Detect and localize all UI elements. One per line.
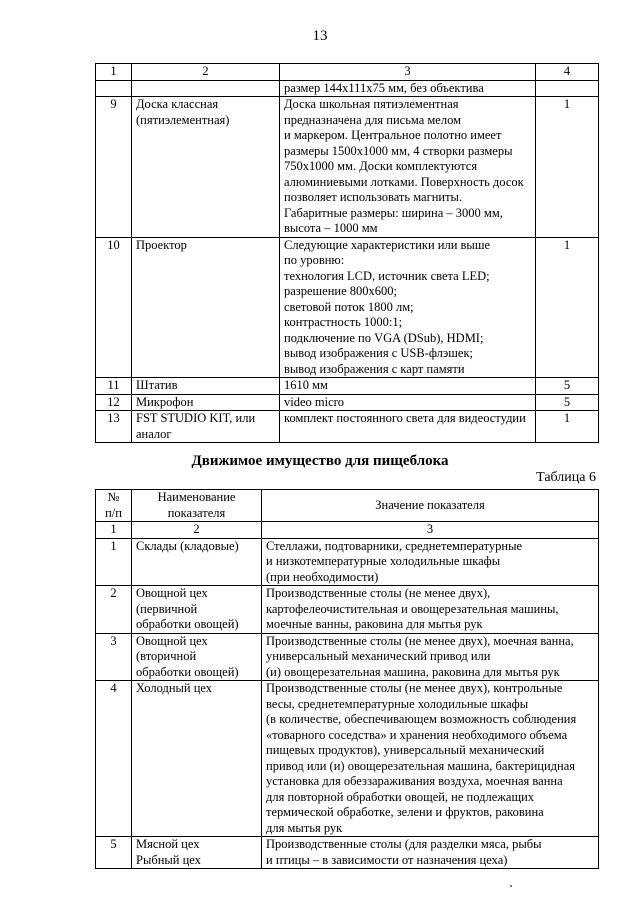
item-quantity: 5	[536, 394, 599, 411]
column-number-2: 2	[132, 522, 262, 539]
table-row	[96, 538, 599, 586]
item-description: Доска школьная пятиэлементная предназначена для письма мелом и маркером. Центральное полотно имеет размеры 1500х1000 мм, 4 створки размеры 750х1000 мм. Доски комплектуются алюминиевыми лотками. Поверхность досок позволяет использовать магниты. Габаритные размеры: ширина – 3000 мм, высота – 1000 мм	[280, 97, 536, 238]
indicator-name: Овощной цех (вторичной обработки овощей)	[132, 633, 262, 681]
row-number: 12	[96, 394, 132, 411]
column-header-value: Значение показателя	[262, 490, 599, 522]
column-number-1: 1	[96, 64, 132, 81]
item-quantity: 1	[536, 237, 599, 378]
row-number: 11	[96, 378, 132, 395]
indicator-value: Производственные столы (для разделки мяса, рыбы и птицы – в зависимости от назначения цеха)	[262, 837, 599, 869]
item-name: Проектор	[132, 237, 280, 378]
column-number-3: 3	[280, 64, 536, 81]
item-quantity	[536, 80, 599, 97]
column-number-4: 4	[536, 64, 599, 81]
table-row	[96, 837, 599, 869]
item-description: размер 144х111х75 мм, без объектива	[280, 80, 536, 97]
table-row	[96, 394, 599, 411]
item-quantity: 1	[536, 97, 599, 238]
section-title: Движимое имущество для пищеблока	[191, 453, 449, 469]
table-row	[96, 80, 599, 97]
kitchen-equipment-table	[95, 489, 599, 869]
item-quantity: 5	[536, 378, 599, 395]
item-name: Доска классная (пятиэлементная)	[132, 97, 280, 238]
item-description: video micro	[280, 394, 536, 411]
column-number-2: 2	[132, 64, 280, 81]
item-name: Микрофон	[132, 394, 280, 411]
item-name: Штатив	[132, 378, 280, 395]
row-number: 9	[96, 97, 132, 238]
table-row	[96, 681, 599, 837]
row-number: 5	[96, 837, 132, 869]
indicator-name: Овощной цех (первичной обработки овощей)	[132, 586, 262, 634]
scan-dot	[510, 885, 512, 887]
indicator-name: Холодный цех	[132, 681, 262, 837]
page-number: 13	[312, 28, 328, 44]
table-row	[96, 237, 599, 378]
indicator-name: Склады (кладовые)	[132, 538, 262, 586]
table-row	[96, 586, 599, 634]
row-number	[96, 80, 132, 97]
item-description: комплект постоянного света для видеостудии	[280, 411, 536, 443]
table-row	[96, 378, 599, 395]
item-name: FST STUDIO KIT, или аналог	[132, 411, 280, 443]
column-number-1: 1	[96, 522, 132, 539]
item-quantity: 1	[536, 411, 599, 443]
table-numbering-row	[96, 522, 599, 539]
table-header-row	[96, 490, 599, 522]
indicator-value: Производственные столы (не менее двух), моечная ванна, универсальный механический привод или (и) овощерезательная машина, раковина для мытья рук	[262, 633, 599, 681]
row-number: 1	[96, 538, 132, 586]
column-number-3: 3	[262, 522, 599, 539]
indicator-value: Стеллажи, подтоварники, среднетемпературные и низкотемпературные холодильные шкафы (при необходимости)	[262, 538, 599, 586]
row-number: 10	[96, 237, 132, 378]
row-number: 4	[96, 681, 132, 837]
table-row	[96, 633, 599, 681]
item-name	[132, 80, 280, 97]
column-header-number: № п/п	[96, 490, 132, 522]
column-header-name: Наименование показателя	[132, 490, 262, 522]
item-description: Следующие характеристики или выше по уровню: технология LCD, источник света LED; разрешение 800х600; световой поток 1800 лм; контрастность 1000:1; подключение по VGA (DSub), HDMI; вывод изображения с USB-флэшек; вывод изображения с карт памяти	[280, 237, 536, 378]
row-number: 3	[96, 633, 132, 681]
row-number: 13	[96, 411, 132, 443]
table-row	[96, 97, 599, 238]
table-header-row	[96, 64, 599, 81]
indicator-value: Производственные столы (не менее двух), картофелеочистительная и овощерезательная машины, моечные ванны, раковина для мытья рук	[262, 586, 599, 634]
indicator-value: Производственные столы (не менее двух), контрольные весы, среднетемпературные холодильные шкафы (в количестве, обеспечивающем возможность соблюдения «товарного соседства» и хранения необходимого объема пищевых продуктов), универсальный механический привод или (и) овощерезательная машина, бактерицидная установка для обеззараживания воздуха, моечная ванна для повторной обработки овощей, не подлежащих термической обработке, зелени и фруктов, раковина для мытья рук	[262, 681, 599, 837]
indicator-name: Мясной цех Рыбный цех	[132, 837, 262, 869]
row-number: 2	[96, 586, 132, 634]
item-description: 1610 мм	[280, 378, 536, 395]
table-row	[96, 411, 599, 443]
equipment-table	[95, 63, 599, 443]
table-label: Таблица 6	[536, 470, 596, 485]
